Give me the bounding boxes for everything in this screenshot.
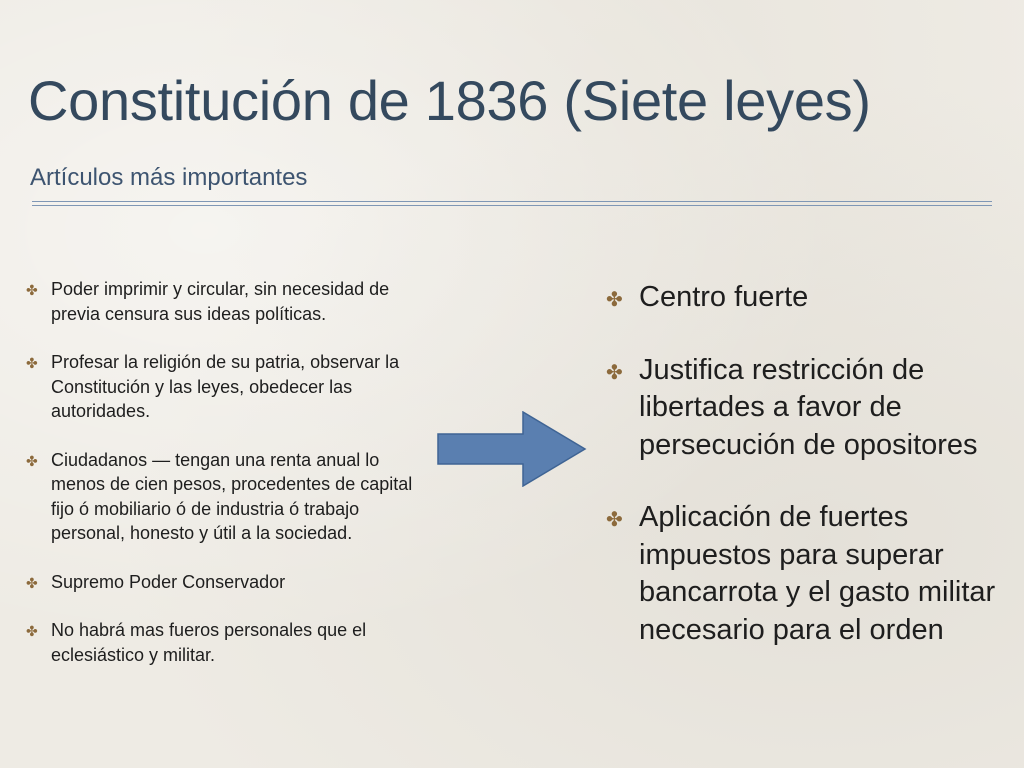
left-list-item	[26, 448, 426, 546]
bullet-icon: ✤	[26, 574, 38, 591]
left-list-item	[26, 570, 426, 595]
right-bullet-list	[606, 279, 1016, 649]
right-list-item	[606, 352, 1016, 465]
bullet-icon: ✤	[26, 282, 38, 298]
left-list-item	[26, 618, 426, 667]
left-list-item-text: No habrá mas fueros personales que el eclesiástico y militar.	[51, 620, 367, 665]
divider-line-bottom	[32, 205, 992, 206]
bullet-icon: ✤	[606, 289, 623, 311]
left-list-item-text: Poder imprimir y circular, sin necesidad de previa censura sus ideas políticas.	[51, 279, 390, 324]
left-list-item	[26, 350, 426, 424]
right-list-item-text: Aplicación de fuertes impuestos para superar bancarrota y el gasto militar necesario para el orden	[639, 501, 996, 646]
slide-title: Constitución de 1836 (Siete leyes)	[28, 69, 871, 132]
slide-subtitle: Artículos más importantes	[30, 164, 308, 191]
right-list-item	[606, 279, 1016, 317]
left-list-item-text: Profesar la religión de su patria, observar la Constitución y las leyes, obedecer las autoridades.	[51, 352, 400, 421]
divider-line-top	[32, 201, 992, 202]
left-bullet-list	[26, 277, 426, 691]
right-list-item-text: Justifica restricción de libertades a favor de persecución de opositores	[639, 353, 978, 461]
arrow-shape	[438, 412, 585, 486]
left-list-item-text: Ciudadanos — tengan una renta anual lo menos de cien pesos, procedentes de capital fijo ó mobiliario ó de industria ó trabajo personal, honesto y útil a la sociedad.	[51, 449, 413, 543]
left-list-item	[26, 277, 426, 326]
bullet-icon: ✤	[606, 361, 623, 384]
right-list-item	[606, 499, 1016, 649]
right-list-item-text: Centro fuerte	[639, 281, 809, 313]
bullet-icon: ✤	[606, 509, 623, 531]
bullet-icon: ✤	[26, 355, 38, 371]
bullet-icon: ✤	[26, 452, 38, 469]
bullet-icon: ✤	[26, 623, 38, 639]
right-arrow-icon	[437, 411, 587, 487]
title-divider	[32, 201, 992, 207]
left-list-item-text: Supremo Poder Conservador	[51, 571, 286, 592]
